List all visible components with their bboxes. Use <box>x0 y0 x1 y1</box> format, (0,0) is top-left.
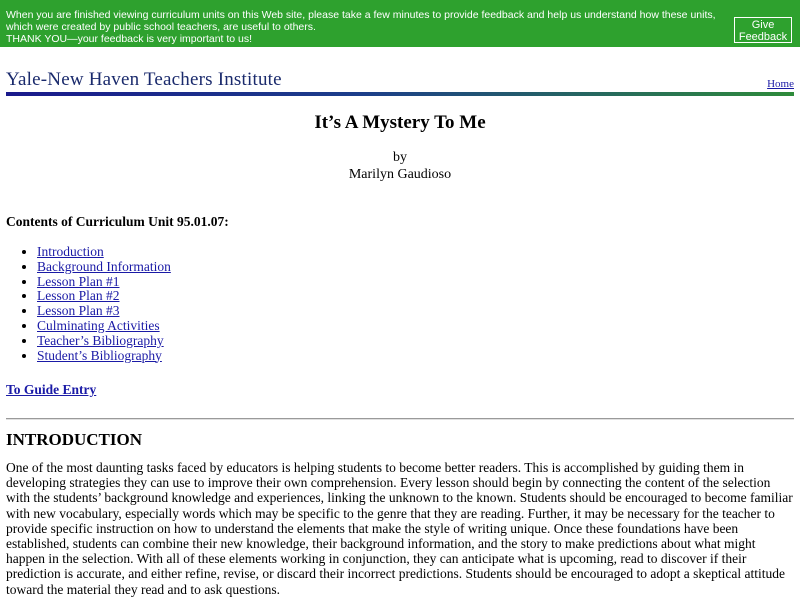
list-item <box>37 304 171 319</box>
unit-title: It’s A Mystery To Me <box>314 112 486 133</box>
contents-heading: Contents of Curriculum Unit 95.01.07: <box>6 214 229 229</box>
toc-link-background-information[interactable]: Background Information <box>37 258 171 274</box>
author-name: Marilyn Gaudioso <box>348 167 452 182</box>
list-item <box>37 334 171 349</box>
list-item <box>37 275 171 290</box>
byline <box>0 149 800 183</box>
toc-link-lesson-plan-1[interactable]: Lesson Plan #1 <box>37 273 120 289</box>
feedback-banner-message: When you are finished viewing curriculum units on this Web site, please take a few minutes to provide feedback and help us understand how these units, which were created by public school teachers, are useful to others. <box>6 9 716 33</box>
by-label: by <box>393 150 407 165</box>
give-feedback-label-2: Feedback <box>738 31 788 43</box>
introduction-heading: INTRODUCTION <box>6 430 143 449</box>
toc-link-students-bibliography[interactable]: Student’s Bibliography <box>37 347 162 363</box>
guide-entry-link[interactable]: To Guide Entry <box>6 382 97 397</box>
list-item <box>37 245 171 260</box>
toc-link-introduction[interactable]: Introduction <box>37 244 104 259</box>
feedback-banner-text <box>6 9 721 45</box>
feedback-banner <box>0 0 800 47</box>
give-feedback-label-1: Give <box>751 19 775 31</box>
feedback-banner-thanks: THANK YOU—your feedback is very important to us! <box>6 33 253 45</box>
list-item <box>37 289 171 304</box>
toc-link-culminating-activities[interactable]: Culminating Activities <box>37 317 160 333</box>
list-item <box>37 260 171 275</box>
list-item <box>37 319 171 334</box>
toc-link-lesson-plan-3[interactable]: Lesson Plan #3 <box>37 303 120 319</box>
header-rule <box>6 92 794 96</box>
give-feedback-button[interactable] <box>734 17 792 43</box>
section-divider <box>6 418 794 420</box>
introduction-paragraph: One of the most daunting tasks faced by educators is helping students to become better readers. This is accomplished by guiding them in developing strategies they can use to improve their own comprehension. Every lesson should begin by connecting the content of the selection with the students’ background knowledge and experiences, linking the unknown to the known. Students should be encouraged to become familiar with new vocabulary, especially words which may be specific to the genre that they are reading. Further, it may be necessary for the teacher to provide specific instruction on how to understand the elements that make the style of writing unique. Once these foundations have been established, students can combine their new knowledge, their background information, and the story to make predictions about what might happen in the selection. With all of these elements working in conjunction, they can anticipate what is upcoming, read to discover if their prediction is accurate, and either refine, revise, or discard their incorrect predictions. Students should be encouraged to adopt a skeptical attitude toward the material they read and to ask questions. <box>6 460 793 597</box>
contents-list <box>6 245 171 363</box>
toc-link-lesson-plan-2[interactable]: Lesson Plan #2 <box>37 288 120 304</box>
list-item <box>37 349 171 364</box>
home-link[interactable]: Home <box>767 78 794 90</box>
site-title: Yale-New Haven Teachers Institute <box>6 69 282 90</box>
toc-link-teachers-bibliography[interactable]: Teacher’s Bibliography <box>37 332 164 348</box>
